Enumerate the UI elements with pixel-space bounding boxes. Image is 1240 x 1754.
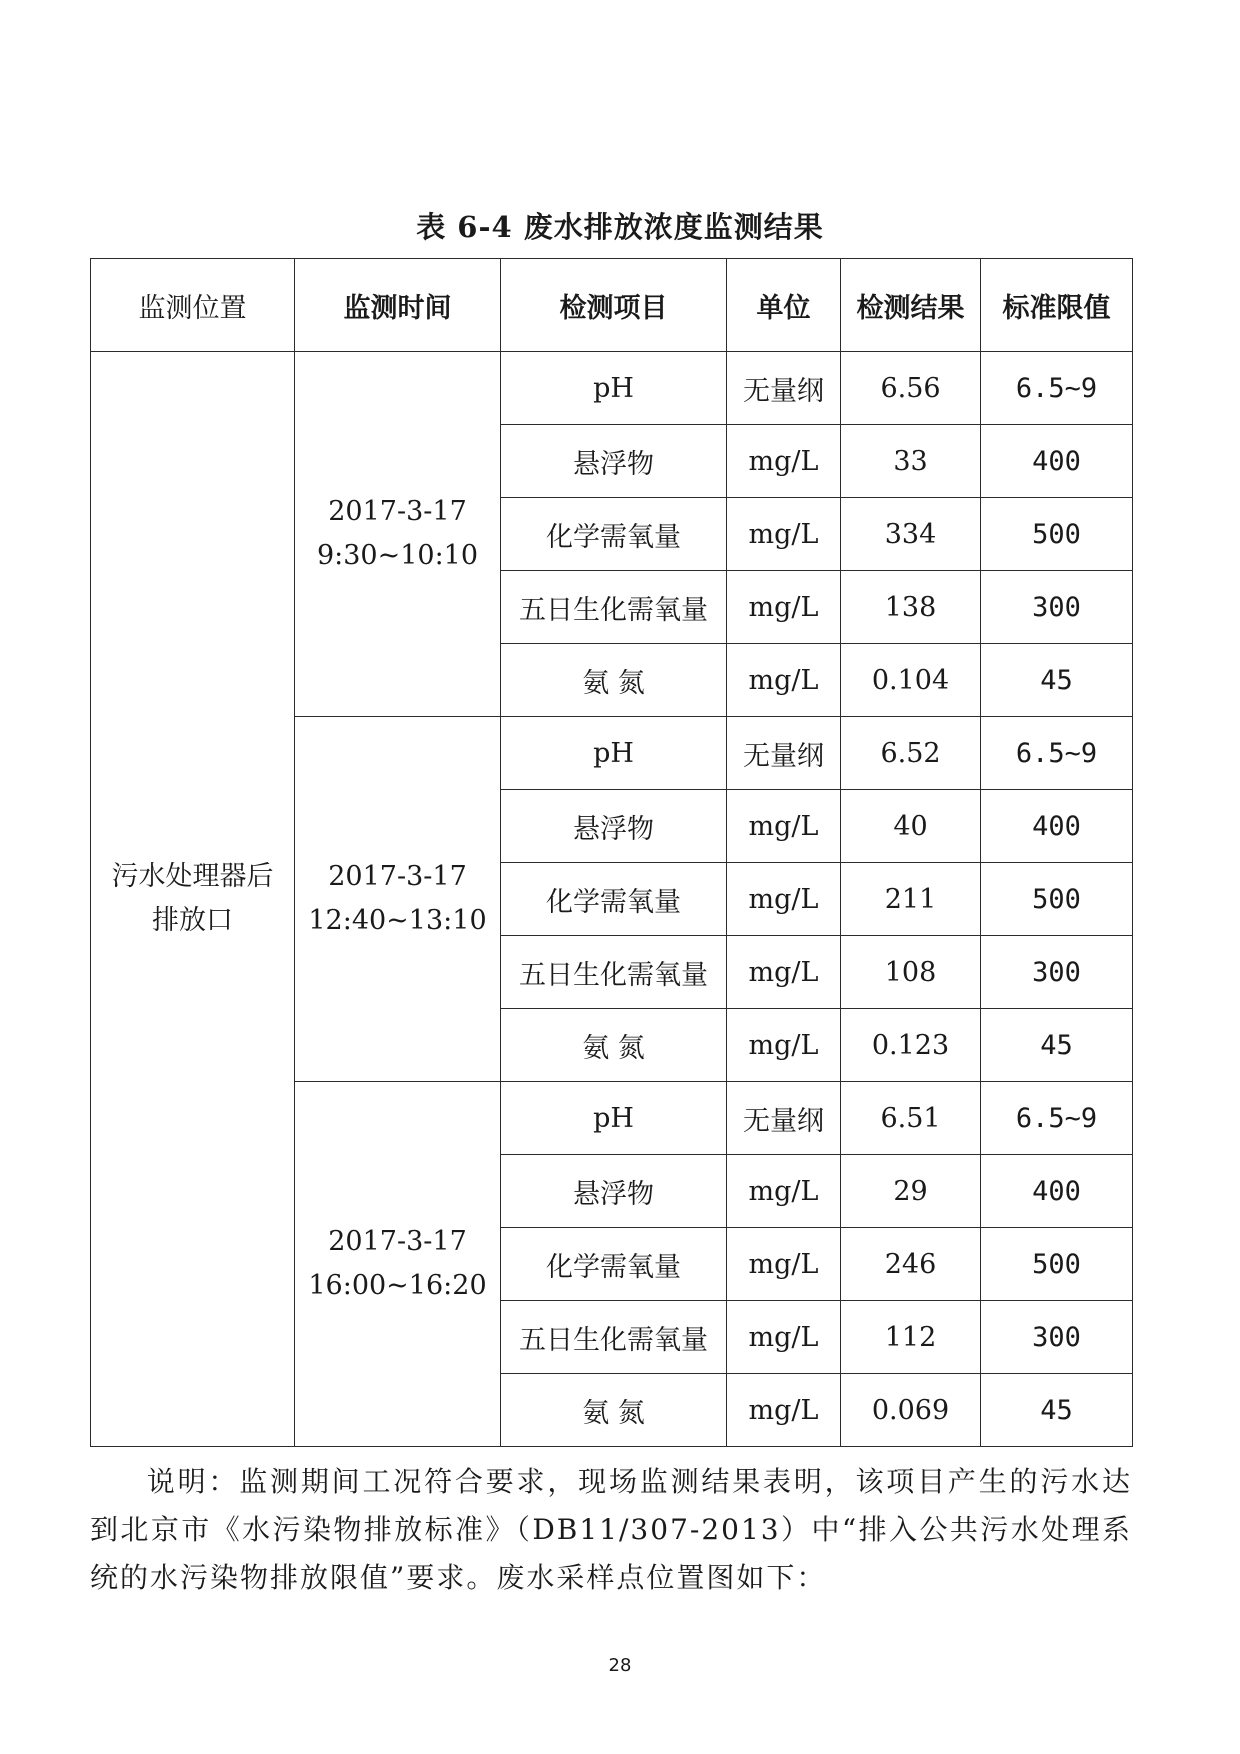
table-body [91, 352, 1133, 1447]
time-cell [295, 717, 501, 1082]
result-cell: 0.069 [841, 1374, 981, 1447]
item-cell: 化学需氧量 [501, 498, 727, 571]
unit-cell: 无量纲 [727, 352, 841, 425]
location-cell [91, 352, 295, 1447]
limit-cell: 400 [981, 425, 1133, 498]
monitoring-time-range: 12:40~13:10 [308, 905, 487, 936]
result-cell: 40 [841, 790, 981, 863]
item-cell: 悬浮物 [501, 1155, 727, 1228]
item-cell: 氨 氮 [501, 644, 727, 717]
result-cell: 6.52 [841, 717, 981, 790]
unit-cell: mg/L [727, 936, 841, 1009]
unit-cell: mg/L [727, 1374, 841, 1447]
limit-cell: 300 [981, 571, 1133, 644]
limit-cell: 300 [981, 1301, 1133, 1374]
limit-cell: 500 [981, 498, 1133, 571]
result-cell: 211 [841, 863, 981, 936]
result-cell: 138 [841, 571, 981, 644]
result-cell: 0.104 [841, 644, 981, 717]
unit-cell: mg/L [727, 1155, 841, 1228]
result-cell: 0.123 [841, 1009, 981, 1082]
item-cell: pH [501, 1082, 727, 1155]
item-cell: 氨 氮 [501, 1374, 727, 1447]
limit-cell: 6.5~9 [981, 352, 1133, 425]
item-cell: 氨 氮 [501, 1009, 727, 1082]
unit-cell: mg/L [727, 644, 841, 717]
result-cell: 29 [841, 1155, 981, 1228]
unit-cell: mg/L [727, 498, 841, 571]
unit-cell: mg/L [727, 571, 841, 644]
unit-cell: 无量纲 [727, 1082, 841, 1155]
result-cell: 33 [841, 425, 981, 498]
item-cell: 五日生化需氧量 [501, 571, 727, 644]
unit-cell: mg/L [727, 863, 841, 936]
item-cell: pH [501, 717, 727, 790]
header-result: 检测结果 [841, 259, 981, 352]
item-cell: 化学需氧量 [501, 863, 727, 936]
location-line: 污水处理器后 [111, 861, 274, 892]
limit-cell: 400 [981, 790, 1133, 863]
unit-cell: mg/L [727, 790, 841, 863]
unit-cell: mg/L [727, 1228, 841, 1301]
limit-cell: 300 [981, 936, 1133, 1009]
monitoring-time-range: 9:30~10:10 [316, 540, 479, 571]
header-time: 监测时间 [295, 259, 501, 352]
time-cell [295, 352, 501, 717]
unit-cell: 无量纲 [727, 717, 841, 790]
limit-cell: 6.5~9 [981, 717, 1133, 790]
monitoring-date: 2017-3-17 [328, 1226, 467, 1257]
monitoring-time-range: 16:00~16:20 [308, 1270, 487, 1301]
limit-cell: 6.5~9 [981, 1082, 1133, 1155]
item-cell: 悬浮物 [501, 425, 727, 498]
unit-cell: mg/L [727, 1009, 841, 1082]
unit-cell: mg/L [727, 1301, 841, 1374]
limit-cell: 45 [981, 644, 1133, 717]
header-limit: 标准限值 [981, 259, 1133, 352]
header-unit: 单位 [727, 259, 841, 352]
table-caption: 表 6-4 废水排放浓度监测结果 [416, 210, 824, 244]
limit-cell: 400 [981, 1155, 1133, 1228]
header-location: 监测位置 [91, 259, 295, 352]
location-line: 排放口 [152, 905, 233, 936]
monitoring-results-table [90, 258, 1133, 1447]
item-cell: 化学需氧量 [501, 1228, 727, 1301]
page-number: 28 [608, 1655, 632, 1676]
limit-cell: 500 [981, 863, 1133, 936]
result-cell: 6.51 [841, 1082, 981, 1155]
monitoring-date: 2017-3-17 [328, 496, 467, 527]
unit-cell: mg/L [727, 425, 841, 498]
item-cell: pH [501, 352, 727, 425]
item-cell: 五日生化需氧量 [501, 936, 727, 1009]
result-cell: 112 [841, 1301, 981, 1374]
note-text: 说明：监测期间工况符合要求，现场监测结果表明，该项目产生的污水达到北京市《水污染物排放标准》（DB11/307-2013）中“排入公共污水处理系统的水污染物排放限值”要求。废水采样点位置图如下： [90, 1465, 1132, 1594]
item-cell: 悬浮物 [501, 790, 727, 863]
note-paragraph [90, 1458, 1132, 1602]
limit-cell: 45 [981, 1374, 1133, 1447]
result-cell: 6.56 [841, 352, 981, 425]
monitoring-date: 2017-3-17 [328, 861, 467, 892]
table-row [91, 352, 1133, 425]
result-cell: 246 [841, 1228, 981, 1301]
header-item: 检测项目 [501, 259, 727, 352]
limit-cell: 45 [981, 1009, 1133, 1082]
table-header-row [91, 259, 1133, 352]
result-cell: 108 [841, 936, 981, 1009]
item-cell: 五日生化需氧量 [501, 1301, 727, 1374]
time-cell [295, 1082, 501, 1447]
limit-cell: 500 [981, 1228, 1133, 1301]
result-cell: 334 [841, 498, 981, 571]
